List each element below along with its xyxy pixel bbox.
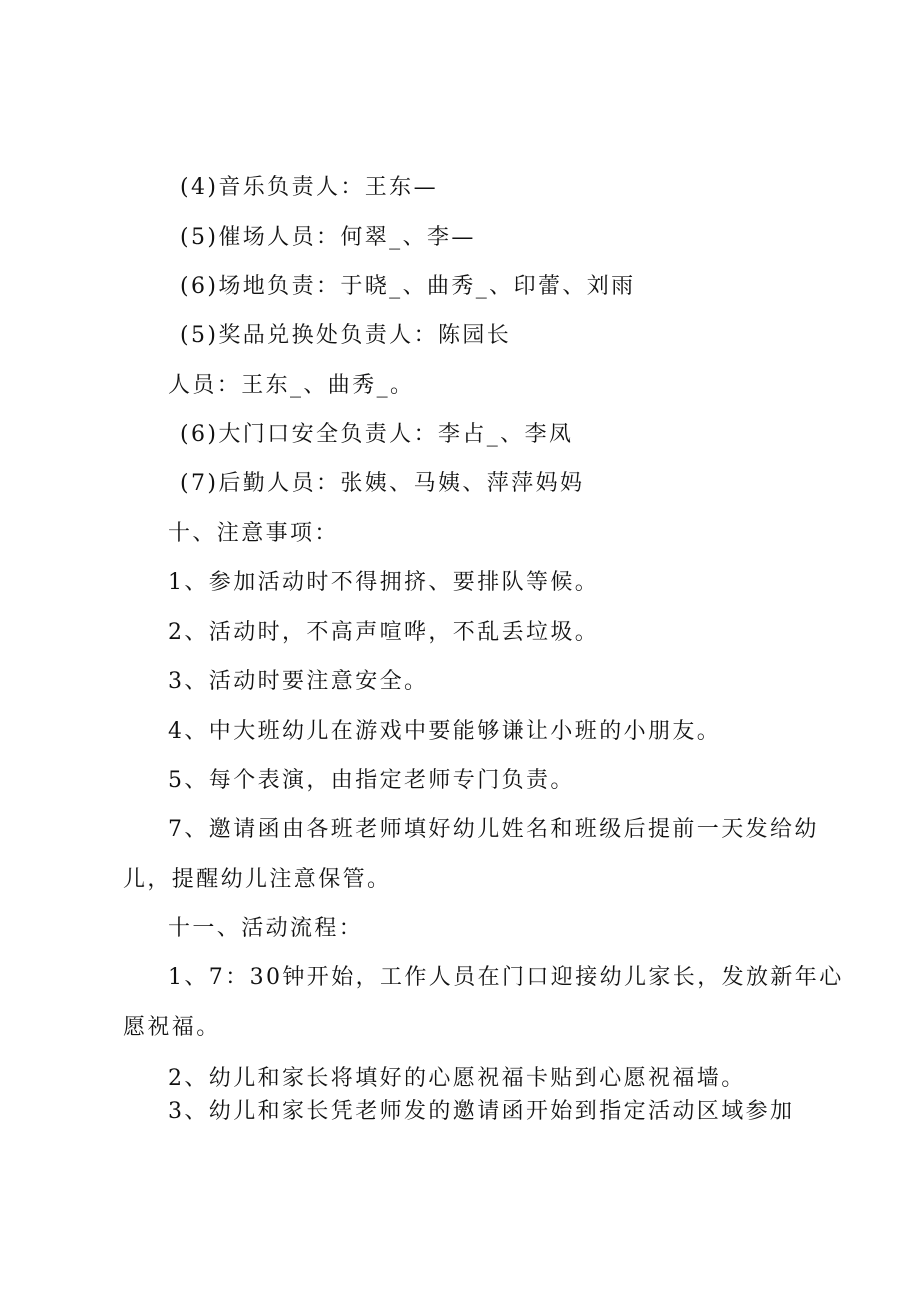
text-line-flow-1: 1、7：30钟开始，工作人员在门口迎接幼儿家长，发放新年心 [168, 965, 844, 990]
text-line-flow-2: 2、幼儿和家长将填好的心愿祝福卡贴到心愿祝福墙。 [168, 1066, 746, 1091]
text-line-note-3: 3、活动时要注意安全。 [168, 669, 429, 694]
text-line-prize-lead: (5)奖品兑换处负责人：陈园长 [180, 323, 512, 348]
text-line-stage-crew: (5)催场人员：何翠_、李— [180, 225, 476, 250]
text-line-flow-3: 3、幼儿和家长凭老师发的邀请函开始到指定活动区域参加 [168, 1099, 795, 1124]
text-line-logistics: (7)后勤人员：张姨、马姨、萍萍妈妈 [180, 471, 585, 496]
text-line-prize-staff: 人员：王东_、曲秀_。 [168, 373, 415, 398]
text-line-note-4: 4、中大班幼儿在游戏中要能够谦让小班的小朋友。 [168, 719, 722, 744]
text-line-gate-safety: (6)大门口安全负责人：李占_、李凤 [180, 422, 574, 447]
text-line-flow-1-cont: 愿祝福。 [123, 1015, 221, 1040]
text-line-note-7: 7、邀请函由各班老师填好幼儿姓名和班级后提前一天发给幼 [168, 817, 819, 842]
section-heading-flow: 十一、活动流程： [168, 916, 364, 941]
text-line-note-5: 5、每个表演，由指定老师专门负责。 [168, 768, 575, 793]
text-line-note-7-cont: 儿，提醒幼儿注意保管。 [123, 867, 392, 892]
text-line-note-1: 1、参加活动时不得拥挤、要排队等候。 [168, 570, 600, 595]
text-line-music-lead: (4)音乐负责人：王东— [180, 175, 438, 200]
text-line-venue-lead: (6)场地负责：于晓_、曲秀_、印蕾、刘雨 [180, 274, 636, 299]
text-line-note-2: 2、活动时，不高声喧哗，不乱丢垃圾。 [168, 620, 600, 645]
section-heading-notes: 十、注意事项： [168, 521, 339, 546]
